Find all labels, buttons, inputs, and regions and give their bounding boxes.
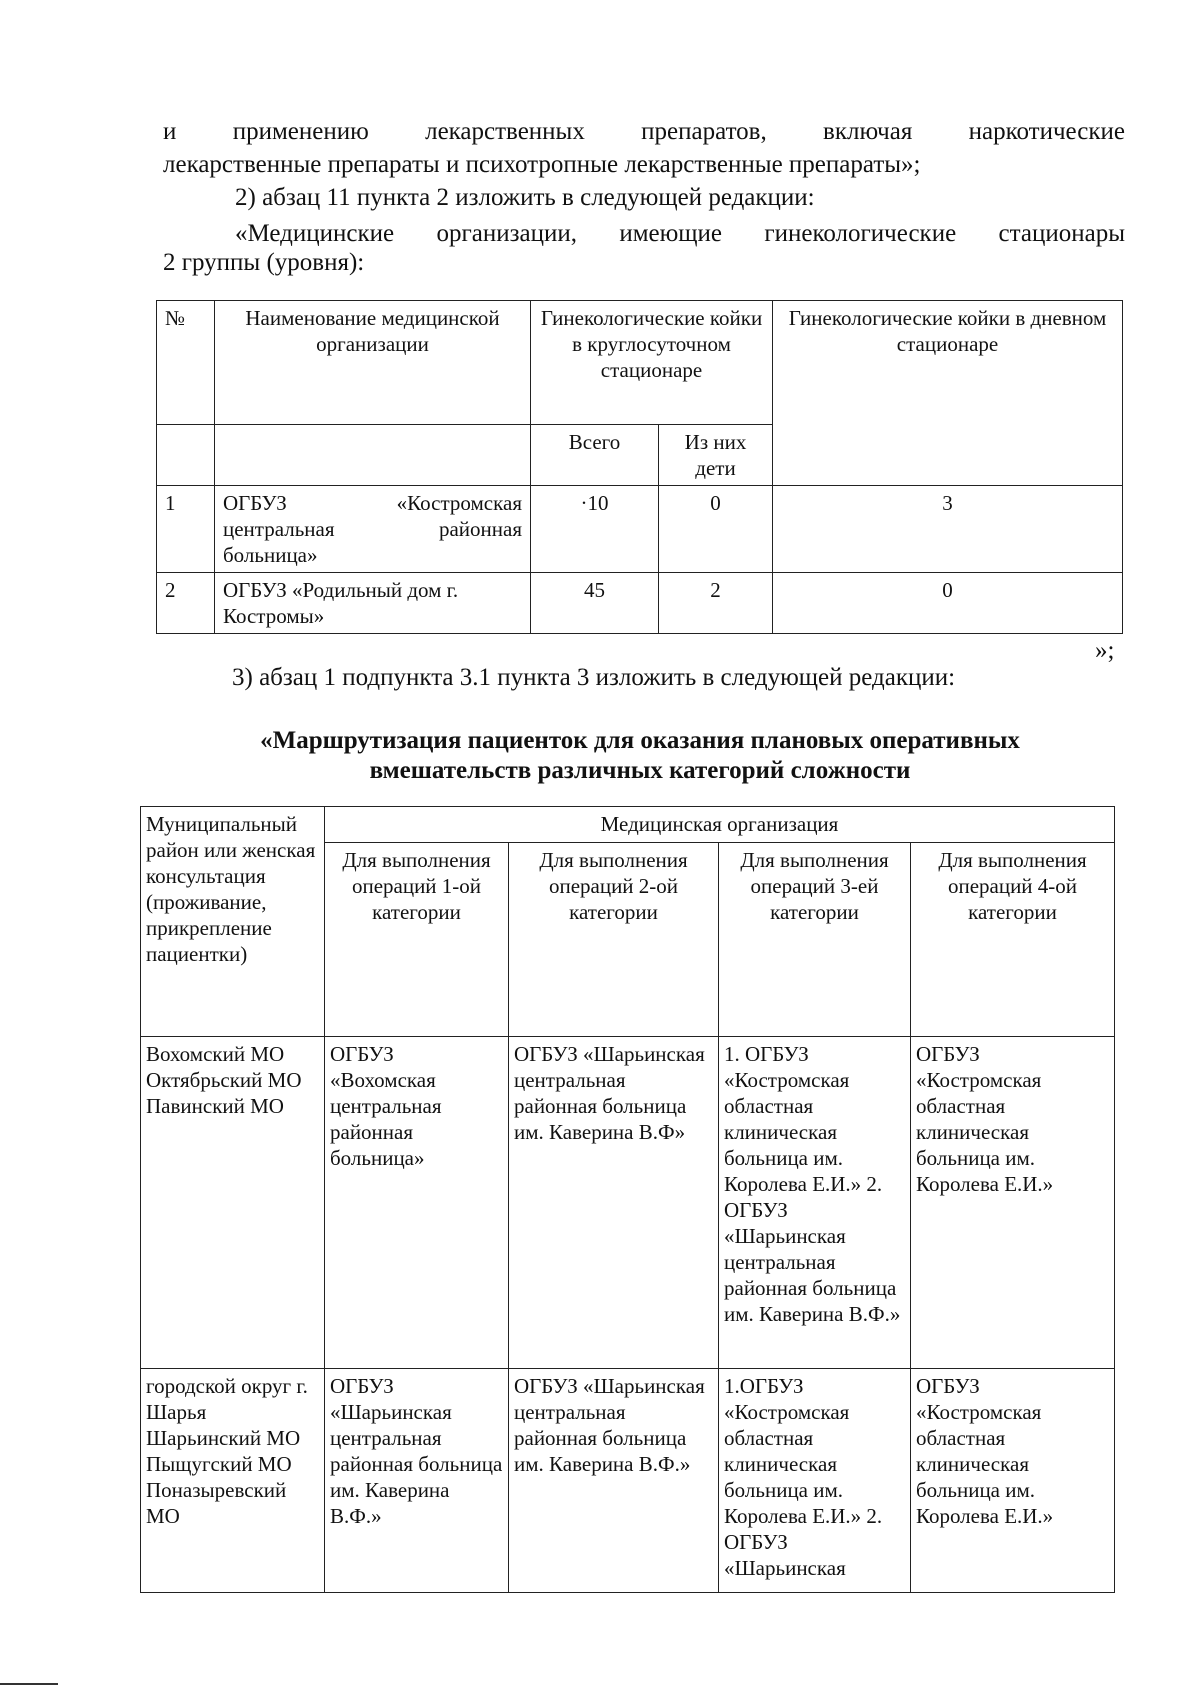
page-edge-mark [0,1683,58,1685]
row-day: 0 [773,573,1123,634]
table-row [157,486,1123,573]
header-roundclock-beds: Гинекологические койки в круглосуточном стационаре [531,301,773,425]
section-heading-line-1: «Маршрутизация пациенток для оказания плановых оперативных [260,727,1020,754]
row-category-3: 1.ОГБУЗ «Костромская областная клиническая больница им. Королева Е.И.» 2. ОГБУЗ «Шарьинская [719,1369,911,1593]
quote-line-2: 2 группы (уровня): [163,249,365,276]
table-row [141,1037,1115,1369]
header-total: Всего [531,425,659,486]
row-org-name: ОГБУЗ «Родильный дом г. Костромы» [215,573,531,634]
header-children: Из них дети [659,425,773,486]
header-day-beds: Гинекологические койки в дневном стационаре [773,301,1123,486]
row-day: 3 [773,486,1123,573]
header-category-2: Для выполнения операций 2-ой категории [509,843,719,1037]
table-row [157,573,1123,634]
intro-line-1: и применению лекарственных препаратов, включая наркотические [163,118,1125,145]
row-category-4: ОГБУЗ «Костромская областная клиническая больница им. Королева Е.И.» [911,1369,1115,1593]
header-empty-cell [157,425,215,486]
header-category-4: Для выполнения операций 4-ой категории [911,843,1115,1037]
row-num: 2 [157,573,215,634]
row-total: ·10 [531,486,659,573]
item-2-text: 2) абзац 11 пункта 2 изложить в следующей редакции: [235,184,815,211]
row-district: городской округ г. Шарья Шарьинский МО Пыщугский МО Поназыревский МО [141,1369,325,1593]
header-org-name: Наименование медицинской организации [215,301,531,425]
section-heading-line-2: вмешательств различных категорий сложности [369,757,911,784]
row-children: 0 [659,486,773,573]
row-district: Вохомский МО Октябрьский МО Павинский МО [141,1037,325,1369]
row-category-1: ОГБУЗ «Шарьинская центральная районная больница им. Каверина В.Ф.» [325,1369,509,1593]
gynecology-beds-table [156,300,1123,634]
row-total: 45 [531,573,659,634]
item-3-text: 3) абзац 1 подпункта 3.1 пункта 3 изложить в следующей редакции: [232,664,956,691]
header-category-3: Для выполнения операций 3-ей категории [719,843,911,1037]
intro-line-2: лекарственные препараты и психотропные лекарственные препараты»; [163,151,921,178]
row-category-2: ОГБУЗ «Шарьинская центральная районная больница им. Каверина В.Ф» [509,1037,719,1369]
header-num: № [157,301,215,425]
row-num: 1 [157,486,215,573]
routing-table [140,806,1115,1593]
header-empty-cell [215,425,531,486]
header-category-1: Для выполнения операций 1-ой категории [325,843,509,1037]
row-category-2: ОГБУЗ «Шарьинская центральная районная больница им. Каверина В.Ф.» [509,1369,719,1593]
header-medical-org: Медицинская организация [325,807,1115,843]
quote-close: »; [1095,637,1115,664]
row-children: 2 [659,573,773,634]
header-district: Муниципальный район или женская консультация (проживание, прикрепление пациентки) [141,807,325,1037]
row-category-3: 1. ОГБУЗ «Костромская областная клиническая больница им. Королева Е.И.» 2. ОГБУЗ «Шарьинская центральная районная больница им. Каверина В.Ф.» [719,1037,911,1369]
row-category-4: ОГБУЗ «Костромская областная клиническая больница им. Королева Е.И.» [911,1037,1115,1369]
table-row [141,1369,1115,1593]
row-category-1: ОГБУЗ «Вохомская центральная районная больница» [325,1037,509,1369]
quote-line-1: «Медицинские организации, имеющие гинекологические стационары [235,220,1125,247]
row-org-name: ОГБУЗ «Костромская центральная районная больница» [215,486,531,573]
